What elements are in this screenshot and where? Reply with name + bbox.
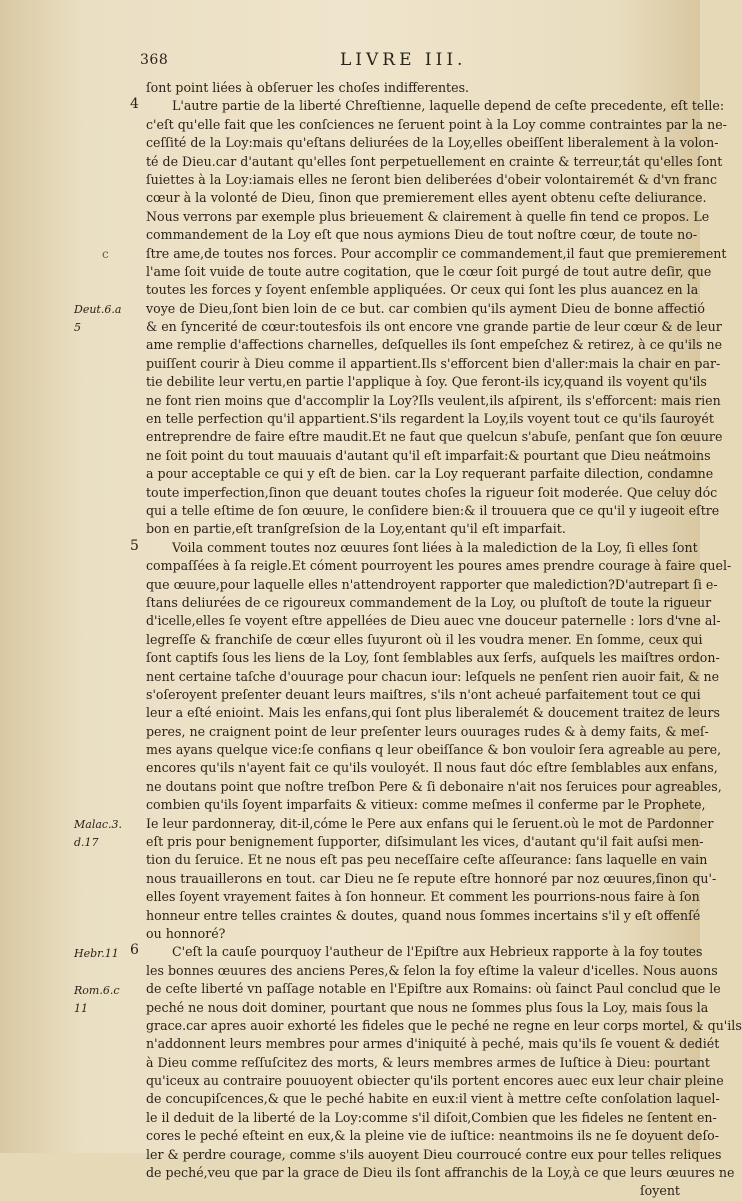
text-line: Voila comment toutes noz œuures ſont liées à la malediction de la Loy, ſi elles ſont: [172, 539, 698, 555]
text-line: mes ayans quelque vice:ſe confians q leur obeiſſance & bon vouloir ſera agreable au pere,: [146, 742, 722, 758]
text-line: l'ame ſoit vuide de toute autre cogitation, que le cœur ſoit purgé de tout autre deſir, que: [146, 263, 712, 279]
page-number: 368: [140, 52, 169, 68]
text-line: ne ſoit point du tout mauuais d'autant qu'il eſt imparfait:& pourtant que Dieu neátmoins: [146, 447, 711, 463]
margin-note: Rom.6.c: [74, 983, 120, 997]
text-line: grace.car apres auoir exhorté les fideles que le peché ne regne en leur corps mortel, & qu'ils: [146, 1017, 742, 1033]
text-line: c'eſt qu'elle fait que les conſciences ne ſeruent point à la Loy comme contraintes par la ne-: [146, 116, 727, 132]
text-line: le il deduit de la liberté de la Loy:comme s'il diſoit,Combien que les fideles ne ſentent en-: [146, 1109, 717, 1125]
text-line: s'oſeroyent preſenter deuant leurs maiſtres, s'ils n'ont acheué parfaitement tout ce qui: [146, 686, 701, 702]
text-line: nous trauaillerons en tout. car Dieu ne ſe repute eſtre honnoré par noz œuures,ſinon qu'-: [146, 870, 717, 886]
text-line: eſt pris pour benignement ſupporter, diſsimulant les vices, d'autant qu'il fait auſsi men-: [146, 834, 704, 850]
text-line: ſoyent: [640, 1183, 680, 1199]
text-line: à Dieu comme reſſuſcitez des morts, & leurs membres armes de Iuſtice à Dieu: pourtant: [146, 1054, 710, 1070]
text-line: voye de Dieu,ſont bien loin de ce but. car combien qu'ils ayment Dieu de bonne affectió: [146, 300, 705, 316]
paragraph-number: 5: [130, 538, 139, 554]
text-line: ſont point liées à obſeruer les choſes indifferentes.: [146, 80, 470, 95]
text-line: peché ne nous doit dominer, pourtant que nous ne ſommes plus ſous la Loy, mais ſous la: [146, 999, 709, 1015]
text-line: ſtre ame,de toutes nos forces. Pour accomplir ce commandement,il faut que premierement: [146, 245, 727, 261]
margin-note: 11: [74, 1002, 88, 1015]
text-line: de ceſte liberté vn paſſage notable en l'Epiſtre aux Romains: où ſainct Paul conclud que le: [146, 981, 721, 997]
text-line: nent certaine taſche d'ouurage pour chacun iour: leſquels ne penſent rien auoir fait, & ne: [146, 668, 720, 684]
text-line: C'eſt la cauſe pourquoy l'autheur de l'Epiſtre aux Hebrieux rapporte à la foy toutes: [172, 944, 703, 960]
text-line: ne font rien moins que d'accomplir la Loy?Ils veulent,ils aſpirent, ils s'efforcent: mais rien: [146, 392, 721, 408]
text-line: peres, ne craignent point de leur preſenter leurs ouurages rudes & à demy faits, & meſ-: [146, 723, 709, 739]
text-line: cores le peché eſteint en eux,& la pleine vie de iuſtice: neantmoins ils ne ſe doyuent deſo-: [146, 1128, 719, 1144]
margin-note: 5: [74, 321, 81, 335]
text-line: elles ſoyent vrayement faites à ſon honneur. Et comment les pourrions-nous faire à ſon: [146, 889, 700, 905]
text-line: cœur à la volonté de Dieu, ſinon que premierement elles ayent obtenu ceſte deliurance.: [146, 190, 707, 206]
paragraph-number: 6: [130, 942, 139, 958]
text-line: ſtans deliurées de ce rigoureux commandement de la Loy, ou pluſtoſt de toute la rigueur: [146, 594, 712, 610]
text-line: en telle perfection qu'il appartient.S'ils regardent la Loy,ils voyent tout ce qu'ils ſauroyét: [146, 411, 714, 427]
text-line: compaſſées à ſa reigle.Et cóment pourroyent les poures ames prendre courage à faire quel-: [146, 558, 732, 574]
text-line: n'addonnent leurs membres pour armes d'iniquité à peché, mais qu'ils ſe vouent & dediét: [146, 1036, 720, 1052]
text-line: ceſſité de la Loy:mais qu'eſtans deliurées de la Loy,elles obeiſſent liberalement à la volon-: [146, 135, 719, 151]
margin-note: Malac.3.: [74, 818, 123, 831]
text-line: entreprendre de faire eſtre maudit.Et ne faut que quelcun s'abuſe, penſant que ſon œuure: [146, 429, 723, 445]
text-line: commandement de la Loy eſt que nous aymions Dieu de tout noſtre cœur, de toute no-: [146, 227, 698, 243]
text-line: ame remplie d'affections charnelles, deſquelles ils ſont empeſchez & retirez, à ce qu'ils ne: [146, 337, 723, 353]
text-line: qui a telle eſtime de ſon œuure, le conſidere bien:& il trouuera que ce qu'il y iugeoit eſtre: [146, 502, 720, 518]
text-line: leur a eſté enioint. Mais les enfans,qui ſont plus liberalemét & doucement traitez de leurs: [146, 705, 721, 721]
text-line: legreſſe & franchiſe de cœur elles ſuyuront où il les voudra mener. En ſomme, ceux qui: [146, 631, 703, 647]
text-line: ne doutans point que noſtre treſbon Pere & ſi debonaire n'ait nos ſeruices pour agreables,: [146, 778, 722, 794]
text-line: encores qu'ils n'ayent fait ce qu'ils vouloyét. Il nous faut dóc eſtre ſemblables aux enfans,: [146, 760, 718, 776]
margin-note: Hebr.11: [74, 946, 119, 960]
text-line: ſont captifs ſous les liens de la Loy, ſont ſemblables aux ſerfs, auſquels les maiſtres ordon-: [146, 650, 720, 666]
page-header: [140, 52, 660, 74]
margin-note: d.17: [74, 836, 99, 850]
text-line: puiſſent courir à Dieu comme il appartient.Ils s'efforcent bien d'aller:mais la chair en par-: [146, 355, 721, 371]
text-line: bon en partie,eſt tranſgreſsion de la Loy,entant qu'il eſt imparfait.: [146, 521, 566, 537]
text-line: les bonnes œuures des anciens Peres,& ſelon la foy eſtime la valeur d'icelles. Nous auons: [146, 962, 718, 978]
paragraph-number: 4: [130, 96, 139, 112]
text-line: té de Dieu.car d'autant qu'elles ſont perpetuellement en crainte & terreur,tát qu'elles ſont: [146, 153, 723, 169]
text-line: d'icelle,elles ſe voyent eſtre appellées de Dieu auec vne douceur paternelle : lors d'vne al-: [146, 613, 721, 629]
text-line: Nous verrons par exemple plus brieuement & clairement à quelle fin tend ce propos. Le: [146, 208, 710, 224]
text-line: tion du ſeruice. Et ne nous eſt pas peu neceſſaire ceſte aſſeurance: ſans laquelle en vain: [146, 852, 708, 868]
text-line: de peché,veu que par la grace de Dieu ils ſont affranchis de la Loy,à ce que leurs œuures ne: [146, 1165, 735, 1181]
margin-mark: c: [102, 246, 109, 261]
text-line: & en ſyncerité de cœur:toutesfois ils ont encore vne grande partie de leur cœur & de leur: [146, 319, 722, 335]
body-text: [146, 79, 742, 1201]
text-line: toute imperfection,ſinon que deuant toutes choſes la rigueur ſoit moderée. Que celuy dóc: [146, 484, 718, 500]
text-line: combien qu'ils ſoyent imparfaits & vitieux: comme meſmes il conferme par le Prophete,: [146, 797, 706, 813]
text-line: ler & perdre courage, comme s'ils auoyent Dieu courroucé contre eux pour telles reliques: [146, 1146, 722, 1162]
text-line: ſuiettes à la Loy:iamais elles ne ſeront bien deliberées d'obeir volontairemét & d'vn franc: [146, 171, 718, 187]
text-line: que œuure,pour laquelle elles n'attendroyent rapporter que malediction?D'autrepart ſi e-: [146, 576, 718, 592]
text-line: qu'iceux au contraire pouuoyent obiecter qu'ils portent encores auec eux leur chair pleine: [146, 1073, 724, 1089]
text-line: de concupiſcences,& que le peché habite en eux:il vient à mettre ceſte conſolation laquel-: [146, 1091, 720, 1107]
text-line: L'autre partie de la liberté Chreſtienne, laquelle depend de ceſte precedente, eſt telle:: [172, 98, 725, 114]
text-line: honneur entre telles craintes & doutes, quand nous ſommes incertains s'il y eſt offenſé: [146, 907, 701, 923]
text-line: toutes les forces y ſoyent enſemble appliquées. Or ceux qui ſont les plus auancez en la: [146, 282, 699, 298]
text-line: a pour acceptable ce qui y eſt de bien. car la Loy requerant parfaite dilection, condamne: [146, 466, 714, 482]
text-line: ou honnoré?: [146, 925, 226, 941]
running-head: LIVRE III.: [340, 50, 467, 70]
text-line: Ie leur pardonneray, dit-il,cóme le Pere aux enfans qui le ſeruent.où le mot de Pardonner: [146, 815, 714, 831]
text-line: tie debilite leur vertu,en partie l'applique à ſoy. Que feront-ils icy,quand ils voyent qu'ils: [146, 374, 707, 390]
margin-note: Deut.6.a: [74, 302, 122, 316]
